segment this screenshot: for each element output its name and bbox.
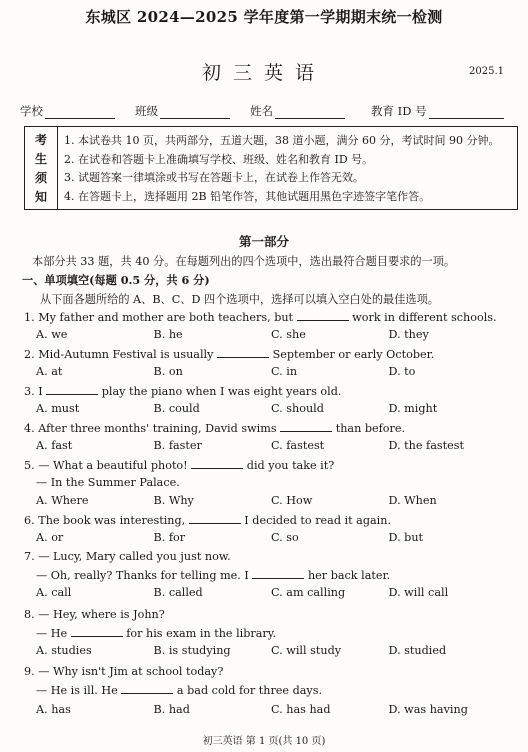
question-line [24, 310, 497, 324]
answer-option[interactable]: C. fastest [271, 439, 325, 452]
section-title: 一、单项填空(每题 0.5 分，共 6 分) [22, 273, 210, 287]
section-instruction: 从下面各题所给的 A、B、C、D 四个选项中，选择可以填入空白处的最佳选项。 [40, 293, 439, 306]
info-field [250, 103, 345, 119]
notice-item: 3. 试题答案一律填涂或书写在答题卡上，在试卷上作答无效。 [64, 171, 364, 185]
answer-blank [121, 683, 173, 694]
answer-option[interactable]: B. Why [153, 494, 194, 507]
answer-option[interactable]: B. called [153, 586, 203, 599]
notice-item: 4. 在答题卡上，选择题用 2B 铅笔作答，其他试题用黑色字迹签字笔作答。 [64, 189, 431, 203]
question-text: her back later. [304, 569, 391, 582]
question-text: 6. The book was interesting, [24, 514, 189, 527]
answer-option[interactable]: C. am calling [271, 586, 346, 599]
question-text: 5. — What a beautiful photo! [24, 459, 192, 472]
answer-option[interactable]: A. studies [36, 644, 92, 657]
question-text: — Oh, really? Thanks for telling me. I [36, 569, 253, 582]
question-text: — In the Summer Palace. [36, 476, 180, 489]
info-field [371, 103, 504, 119]
question-line [36, 626, 276, 640]
exam-date: 2025.1 [469, 66, 504, 77]
info-label: 姓名 [250, 104, 273, 118]
notice-item: 2. 在试卷和答题卡上准确填写学校、班级、姓名和教育 ID 号。 [64, 152, 374, 166]
answer-options [36, 586, 506, 599]
answer-blank [297, 310, 349, 321]
exam-title: 东城区 2024—2025 学年度第一学期期末统一检测 [85, 8, 443, 26]
notice-items [58, 127, 517, 209]
info-blank-line[interactable] [160, 106, 230, 119]
question-line [24, 513, 391, 527]
answer-options [36, 703, 506, 716]
answer-option[interactable]: A. has [36, 703, 71, 716]
answer-option[interactable]: C. will study [271, 644, 342, 657]
question-text: 4. After three months' training, David swims [24, 422, 281, 435]
part-one-intro: 本部分共 33 题，共 40 分。在每题列出的四个选项中，选出最符合题目要求的一项。 [32, 255, 456, 268]
answer-option[interactable]: C. in [271, 365, 298, 378]
subject-title: 初三英语 [201, 62, 326, 84]
info-label: 学校 [20, 104, 43, 118]
info-blank-line[interactable] [429, 106, 504, 119]
answer-option[interactable]: A. Where [36, 494, 89, 507]
question-text: 8. — Hey, where is John? [24, 608, 165, 621]
answer-option[interactable]: D. studied [388, 644, 447, 657]
question-line [24, 421, 405, 435]
question-text: for his exam in the library. [122, 627, 277, 640]
answer-option[interactable]: A. must [36, 402, 80, 415]
part-one-title: 第一部分 [238, 234, 289, 249]
answer-option[interactable]: D. was having [388, 703, 468, 716]
question-line [36, 568, 390, 582]
answer-option[interactable]: A. fast [36, 439, 73, 452]
question-text: 9. — Why isn't Jim at school today? [24, 665, 224, 678]
answer-option[interactable]: C. she [271, 328, 306, 341]
question-text: I decided to read it again. [240, 514, 392, 527]
question-line [24, 550, 231, 563]
question-line [36, 683, 322, 697]
info-label: 班级 [135, 104, 158, 118]
question-text: — He [36, 627, 71, 640]
info-field [135, 103, 230, 119]
answer-option[interactable]: D. might [388, 402, 438, 415]
notice-label [25, 127, 58, 209]
question-text: 2. Mid-Autumn Festival is usually [24, 348, 218, 361]
student-info-row [20, 103, 520, 119]
question-text: did you take it? [243, 459, 335, 472]
question-text: work in different schools. [348, 311, 497, 324]
answer-option[interactable]: B. is studying [153, 644, 231, 657]
answer-blank [189, 513, 241, 524]
question-line [24, 665, 223, 678]
answer-option[interactable]: C. so [271, 531, 299, 544]
answer-blank [252, 568, 304, 579]
answer-options [36, 531, 506, 544]
answer-options [36, 328, 506, 341]
question-text: than before. [332, 422, 406, 435]
answer-options [36, 402, 506, 415]
answer-options [36, 365, 506, 378]
answer-option[interactable]: C. should [271, 402, 324, 415]
question-text: September or early October. [269, 348, 435, 361]
question-text: 1. My father and mother are both teachers, but [24, 311, 297, 324]
question-text: play the piano when I was eight years old. [98, 385, 342, 398]
answer-blank [217, 347, 269, 358]
question-text: a bad cold for three days. [173, 684, 323, 697]
question-text: — He is ill. He [36, 684, 122, 697]
answer-option[interactable]: D. will call [388, 586, 449, 599]
answer-option[interactable]: B. for [153, 531, 186, 544]
question-line [24, 458, 334, 472]
question-line [24, 384, 341, 398]
answer-options [36, 494, 506, 507]
answer-option[interactable]: D. When [388, 494, 437, 507]
info-label: 教育 ID 号 [371, 104, 427, 118]
answer-option[interactable]: B. on [153, 365, 183, 378]
answer-option[interactable]: B. he [153, 328, 183, 341]
answer-option[interactable]: B. had [153, 703, 190, 716]
question-line [36, 476, 180, 489]
answer-option[interactable]: C. How [271, 494, 313, 507]
answer-option[interactable]: D. they [388, 328, 429, 341]
answer-option[interactable]: B. faster [153, 439, 202, 452]
notice-item: 1. 本试卷共 10 页，共两部分，五道大题，38 道小题，满分 60 分，考试时间 90 分钟。 [64, 134, 500, 148]
answer-options [36, 439, 506, 452]
notice-label-char: 考 [34, 133, 47, 147]
answer-blank [280, 421, 332, 432]
page-footer: 初三英语 第 1 页(共 10 页) [202, 736, 326, 747]
notice-label-char: 生 [34, 152, 47, 166]
question-text: 7. — Lucy, Mary called you just now. [24, 550, 231, 563]
answer-blank [46, 384, 98, 395]
answer-blank [71, 626, 123, 637]
answer-option[interactable]: A. at [36, 365, 63, 378]
notice-label-char: 知 [34, 190, 47, 204]
question-text: 3. I [24, 385, 47, 398]
answer-option[interactable]: A. call [36, 586, 72, 599]
answer-options [36, 644, 506, 657]
question-line [24, 608, 165, 621]
answer-option[interactable]: D. to [388, 365, 416, 378]
answer-option[interactable]: A. we [36, 328, 68, 341]
info-blank-line[interactable] [45, 106, 115, 119]
answer-option[interactable]: A. or [36, 531, 64, 544]
info-field [20, 103, 115, 119]
exam-notice-box [24, 126, 518, 210]
notice-label-char: 须 [34, 171, 47, 185]
info-blank-line[interactable] [275, 106, 345, 119]
answer-option[interactable]: B. could [153, 402, 200, 415]
answer-option[interactable]: D. but [388, 531, 424, 544]
answer-option[interactable]: D. the fastest [388, 439, 464, 452]
answer-option[interactable]: C. has had [271, 703, 331, 716]
answer-blank [191, 458, 243, 469]
question-line [24, 347, 434, 361]
